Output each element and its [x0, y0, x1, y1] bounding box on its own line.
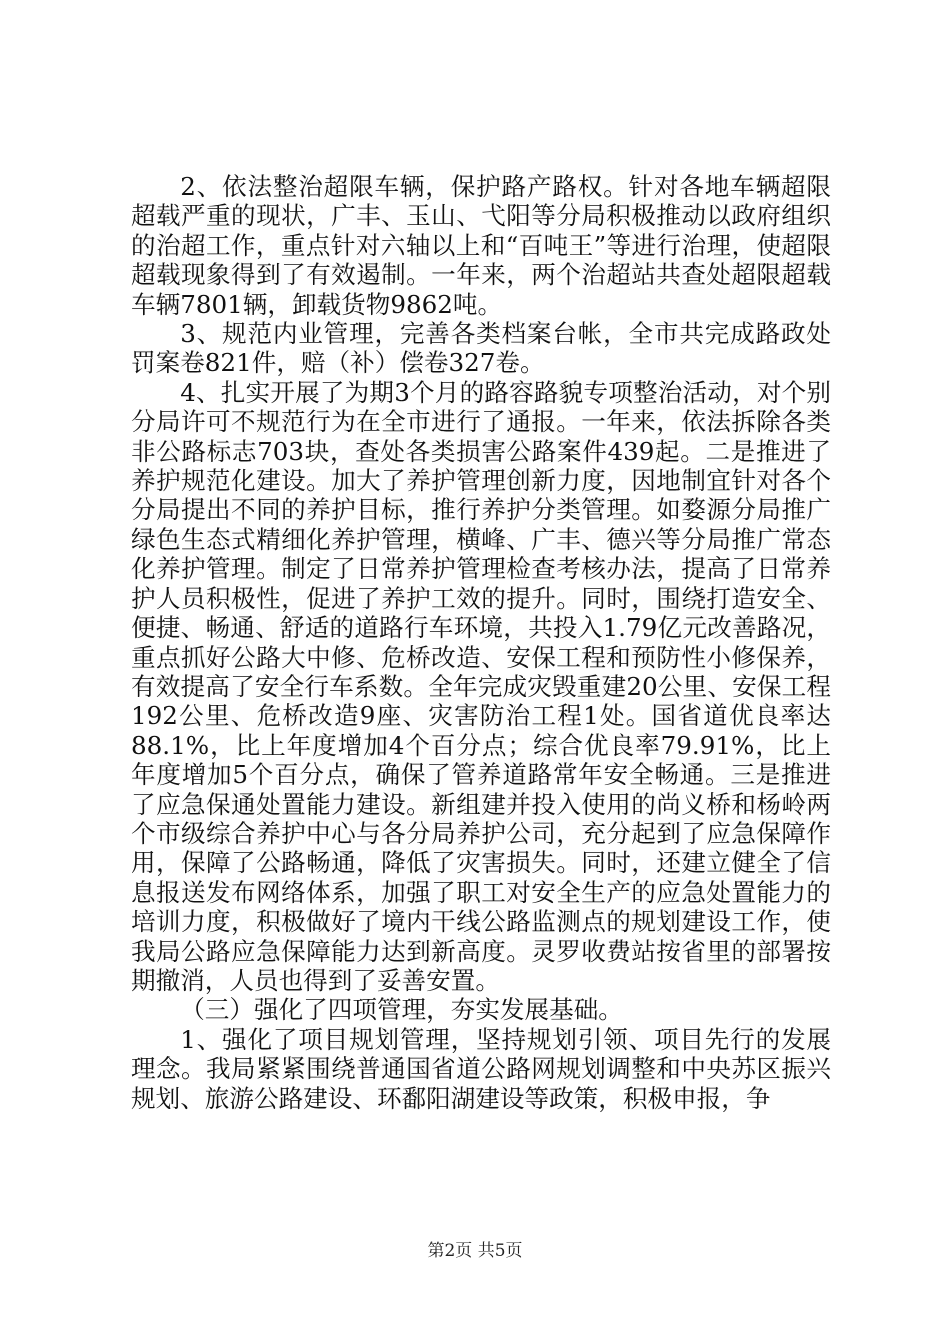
- paragraph-road-appearance: 4、扎实开展了为期3个月的路容路貌专项整治活动，对个别分局许可不规范行为在全市进行了通报。一年来，依法拆除各类非公路标志703块，查处各类损害公路案件439起。二是推进了养护规范化建设。加大了养护管理创新力度，因地制宜针对各个分局提出不同的养护目标，推行养护分类管理。如婺源分局推广绿色生态式精细化养护管理，横峰、广丰、德兴等分局推广常态化养护管理。制定了日常养护管理检查考核办法，提高了日常养护人员积极性，促进了养护工效的提升。同时，围绕打造安全、便捷、畅通、舒适的道路行车环境，共投入1.79亿元改善路况，重点抓好公路大中修、危桥改造、安保工程和预防性小修保养，有效提高了安全行车系数。全年完成灾毁重建20公里、安保工程192公里、危桥改造9座、灾害防治工程1处。国省道优良率达88.1%，比上年度增加4个百分点；综合优良率79.91%，比上年度增加5个百分点，确保了管养道路常年安全畅通。三是推进了应急保通处置能力建设。新组建并投入使用的尚义桥和杨岭两个市级综合养护中心与各分局养护公司，充分起到了应急保障作用，保障了公路畅通，降低了灾害损失。同时，还建立健全了信息报送发布网络体系，加强了职工对安全生产的应急处置能力的培训力度，积极做好了境内干线公路监测点的规划建设工作，使我局公路应急保障能力达到新高度。灵罗收费站按省里的部署按期撤消，人员也得到了妥善安置。: [131, 377, 831, 995]
- paragraph-project-planning: 1、强化了项目规划管理，坚持规划引领、项目先行的发展理念。我局紧紧围绕普通国省道公路网规划调整和中央苏区振兴规划、旅游公路建设、环鄱阳湖建设等政策，积极申报，争: [131, 1024, 831, 1113]
- page-footer: 第2页 共5页: [427, 1241, 523, 1261]
- document-body: [131, 172, 831, 1113]
- paragraph-internal-management: 3、规范内业管理，完善各类档案台帐，全市共完成路政处罚案卷821件，赔（补）偿卷327卷。: [131, 319, 831, 378]
- paragraph-overload-control: 2、依法整治超限车辆，保护路产路权。针对各地车辆超限超载严重的现状，广丰、玉山、弋阳等分局积极推动以政府组织的治超工作，重点针对六轴以上和“百吨王”等进行治理，使超限超载现象得到了有效遏制。一年来，两个治超站共查处超限超载车辆7801辆，卸载货物9862吨。: [131, 172, 831, 319]
- paragraph-section-heading: （三）强化了四项管理，夯实发展基础。: [180, 995, 623, 1025]
